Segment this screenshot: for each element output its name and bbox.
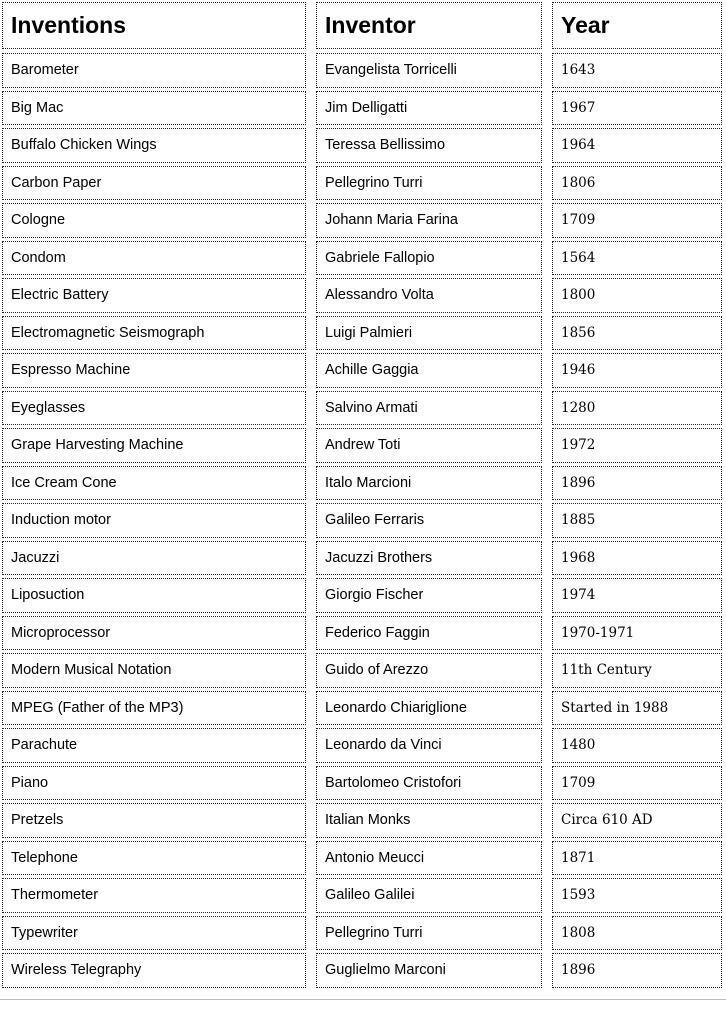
year-cell: 1709 (552, 766, 722, 801)
year-cell: 1972 (552, 428, 722, 463)
inventor-cell: Achille Gaggia (316, 353, 542, 388)
inventor-cell: Giorgio Fischer (316, 578, 542, 613)
year-cell: 1806 (552, 166, 722, 201)
invention-cell: Microprocessor (2, 616, 306, 651)
year-column (552, 2, 722, 991)
year-cell: 1280 (552, 391, 722, 426)
year-cell: 1964 (552, 128, 722, 163)
inventor-cell: Pellegrino Turri (316, 166, 542, 201)
year-cell: 1967 (552, 91, 722, 126)
year-cell: 1896 (552, 953, 722, 988)
invention-cell: Big Mac (2, 91, 306, 126)
year-cell: 1800 (552, 278, 722, 313)
year-cell: 1856 (552, 316, 722, 351)
inventor-cell: Johann Maria Farina (316, 203, 542, 238)
invention-cell: Jacuzzi (2, 541, 306, 576)
inventor-cell: Federico Faggin (316, 616, 542, 651)
inventor-cell: Bartolomeo Cristofori (316, 766, 542, 801)
year-cell: 1593 (552, 878, 722, 913)
inventor-list (316, 53, 542, 988)
inventor-cell: Leonardo da Vinci (316, 728, 542, 763)
inventor-cell: Gabriele Fallopio (316, 241, 542, 276)
page-bottom-rule (0, 999, 726, 1000)
inventor-column (316, 2, 542, 991)
invention-cell: Electric Battery (2, 278, 306, 313)
inventor-cell: Evangelista Torricelli (316, 53, 542, 88)
year-cell: 1564 (552, 241, 722, 276)
invention-cell: Carbon Paper (2, 166, 306, 201)
year-cell: 1946 (552, 353, 722, 388)
year-header: Year (552, 2, 722, 49)
year-cell: 1970-1971 (552, 616, 722, 651)
inventor-cell: Pellegrino Turri (316, 916, 542, 951)
invention-cell: Espresso Machine (2, 353, 306, 388)
inventor-cell: Galileo Galilei (316, 878, 542, 913)
inventor-cell: Antonio Meucci (316, 841, 542, 876)
invention-cell: Pretzels (2, 803, 306, 838)
inventor-cell: Guido of Arezzo (316, 653, 542, 688)
year-cell: 1808 (552, 916, 722, 951)
year-cell: 1968 (552, 541, 722, 576)
inventor-cell: Andrew Toti (316, 428, 542, 463)
invention-cell: MPEG (Father of the MP3) (2, 691, 306, 726)
invention-cell: Barometer (2, 53, 306, 88)
invention-cell: Grape Harvesting Machine (2, 428, 306, 463)
inventor-header: Inventor (316, 2, 542, 49)
inventor-cell: Italo Marcioni (316, 466, 542, 501)
year-cell: Started in 1988 (552, 691, 722, 726)
year-cell: 1709 (552, 203, 722, 238)
inventor-cell: Guglielmo Marconi (316, 953, 542, 988)
year-cell: 1896 (552, 466, 722, 501)
year-cell: 11th Century (552, 653, 722, 688)
inventor-cell: Teressa Bellissimo (316, 128, 542, 163)
invention-cell: Induction motor (2, 503, 306, 538)
inventor-cell: Luigi Palmieri (316, 316, 542, 351)
invention-cell: Condom (2, 241, 306, 276)
year-cell: Circa 610 AD (552, 803, 722, 838)
inventor-cell: Alessandro Volta (316, 278, 542, 313)
inventions-column (2, 2, 306, 991)
year-cell: 1885 (552, 503, 722, 538)
inventor-cell: Jim Delligatti (316, 91, 542, 126)
year-cell: 1643 (552, 53, 722, 88)
invention-cell: Electromagnetic Seismograph (2, 316, 306, 351)
inventor-cell: Italian Monks (316, 803, 542, 838)
invention-cell: Parachute (2, 728, 306, 763)
invention-cell: Buffalo Chicken Wings (2, 128, 306, 163)
inventor-cell: Galileo Ferraris (316, 503, 542, 538)
year-cell: 1974 (552, 578, 722, 613)
invention-cell: Cologne (2, 203, 306, 238)
inventor-cell: Jacuzzi Brothers (316, 541, 542, 576)
inventor-cell: Salvino Armati (316, 391, 542, 426)
inventor-cell: Leonardo Chiariglione (316, 691, 542, 726)
invention-cell: Typewriter (2, 916, 306, 951)
inventions-list (2, 53, 306, 988)
invention-cell: Telephone (2, 841, 306, 876)
invention-cell: Thermometer (2, 878, 306, 913)
invention-cell: Liposuction (2, 578, 306, 613)
invention-cell: Eyeglasses (2, 391, 306, 426)
invention-cell: Piano (2, 766, 306, 801)
invention-cell: Ice Cream Cone (2, 466, 306, 501)
invention-cell: Wireless Telegraphy (2, 953, 306, 988)
invention-cell: Modern Musical Notation (2, 653, 306, 688)
year-list (552, 53, 722, 988)
inventions-header: Inventions (2, 2, 306, 49)
year-cell: 1480 (552, 728, 722, 763)
year-cell: 1871 (552, 841, 722, 876)
